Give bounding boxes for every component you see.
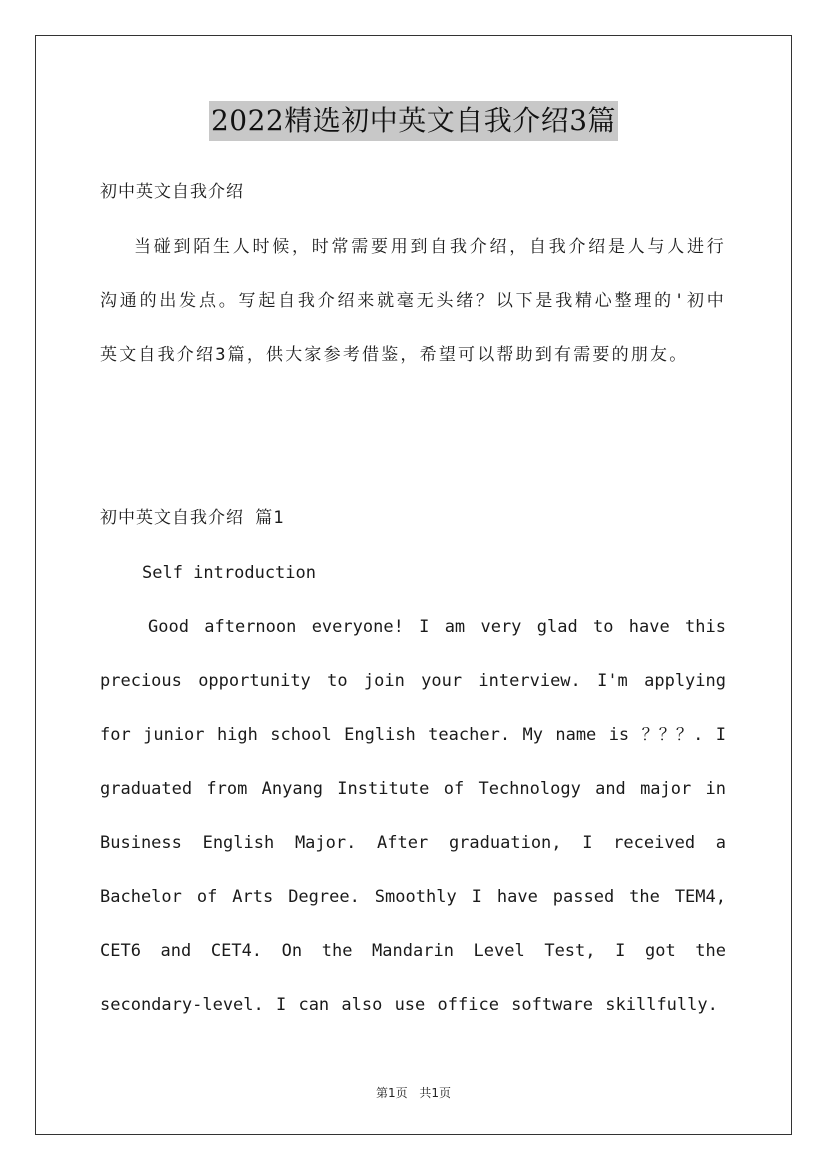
section1-subtitle: Self introduction: [142, 563, 316, 583]
document-title: 2022精选初中英文自我介绍3篇: [209, 101, 618, 141]
intro-paragraph: 当碰到陌生人时候，时常需要用到自我介绍，自我介绍是人与人进行沟通的出发点。写起自我介绍来就毫无头绪？以下是我精心整理的'初中英文自我介绍3篇，供大家参考借鉴，希望可以帮助到有需要的朋友。: [100, 237, 726, 365]
intro-body: [100, 220, 726, 382]
section1-subtitle-wrap: [100, 561, 726, 585]
title-container: [0, 101, 827, 141]
page-number-total: 共1页: [419, 1086, 452, 1100]
section1: [100, 506, 726, 530]
intro-heading: 初中英文自我介绍: [100, 182, 244, 202]
section1-paragraph: Good afternoon everyone! I am very glad to have this precious opportunity to join your interview. I'm applying for junior high school English teacher. My name is ？？？. I graduated from Anyang Institute of Technology and major in Business English Major. After graduation, I received a Bachelor of Arts Degree. Smoothly I have passed the TEM4, CET6 and CET4. On the Mandarin Level Test, I got the secondary-level. I can also use office software skillfully.: [100, 617, 726, 1015]
page-number-current: 第1页: [375, 1086, 408, 1100]
section1-body: [100, 600, 726, 1032]
intro-section: [100, 180, 726, 204]
section1-heading: 初中英文自我介绍 篇1: [100, 508, 285, 528]
page-footer: [0, 1084, 827, 1101]
